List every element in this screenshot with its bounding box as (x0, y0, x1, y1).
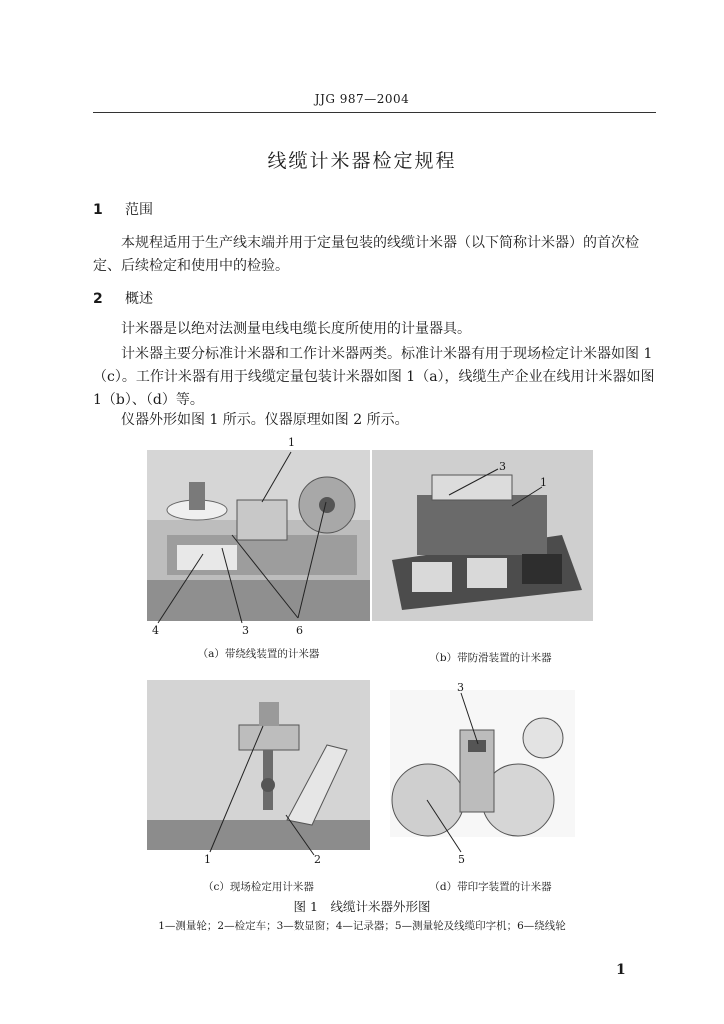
section-2-paragraph-1: 计米器是以绝对法测量电线电缆长度所使用的计量器具。 (121, 321, 471, 337)
section-title: 范围 (125, 202, 153, 218)
callout-a-3: 3 (242, 624, 249, 637)
callout-d-3: 3 (457, 681, 464, 694)
caption-b: （b）带防滑装置的计米器 (429, 652, 552, 664)
callout-c-1: 1 (204, 853, 211, 866)
document-code-header: JJG 987—2004 (314, 92, 410, 106)
callout-b-1: 1 (540, 476, 547, 489)
section-number: 2 (93, 291, 103, 307)
section-title: 概述 (125, 291, 153, 307)
figure-title: 图 1 线缆计米器外形图 (293, 899, 431, 914)
caption-c: （c）现场检定用计米器 (203, 881, 314, 893)
page-title: 线缆计米器检定规程 (267, 150, 457, 172)
section-2-paragraph-3: 仪器外形如图 1 所示。仪器原理如图 2 所示。 (121, 412, 409, 428)
caption-d: （d）带印字装置的计米器 (429, 881, 552, 893)
callout-d-5: 5 (458, 853, 465, 866)
callout-c-2: 2 (314, 853, 321, 866)
section-2-paragraph-2: 计米器主要分标准计米器和工作计米器两类。标准计米器有用于现场检定计米器如图 1（c）。工作计米器有用于线缆定量包装计米器如图 1（a），线缆生产企业在线用计米器如图 1（b）、（d）等。 (93, 346, 655, 408)
page-number: 1 (616, 962, 626, 978)
callout-a-1: 1 (288, 436, 295, 449)
callout-a-4: 4 (152, 624, 159, 637)
section-1-paragraph: 本规程适用于生产线末端并用于定量包装的线缆计米器（以下简称计米器）的首次检定、后续检定和使用中的检验。 (93, 235, 639, 274)
figure-legend: 1—测量轮；2—检定车；3—数显窗；4—记录器；5—测量轮及线缆印字机；6—绕线轮 (158, 920, 566, 932)
callout-a-6: 6 (296, 624, 303, 637)
section-number: 1 (93, 202, 103, 218)
caption-a: （a）带绕线装置的计米器 (197, 648, 320, 660)
callout-b-3: 3 (499, 460, 506, 473)
